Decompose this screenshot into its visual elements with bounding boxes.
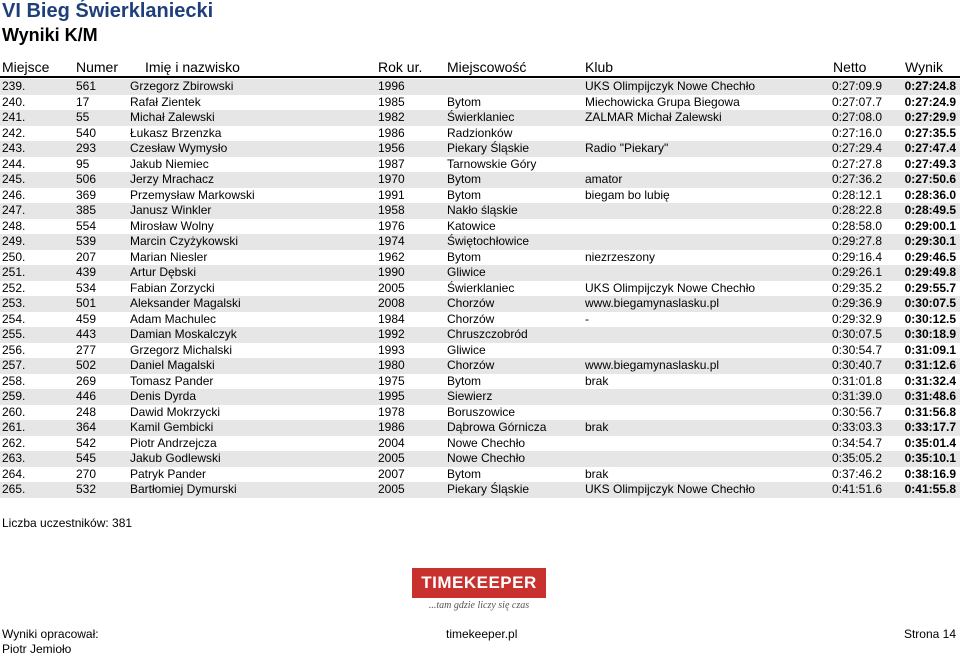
row-result: 0:27:24.8 (904, 79, 956, 93)
row-place: 263. (2, 451, 26, 465)
row-year: 1986 (378, 420, 405, 434)
row-place: 264. (2, 466, 26, 481)
table-row (0, 420, 960, 436)
row-city: Świerklaniec (447, 280, 515, 295)
table-header (0, 58, 960, 76)
column-header-name: Imię i nazwisko (145, 59, 240, 75)
row-year: 1970 (378, 172, 405, 186)
row-place: 244. (2, 156, 26, 171)
column-header-place: Miejsce (2, 59, 50, 75)
row-name: Łukasz Brzenzka (130, 125, 222, 140)
row-number: 561 (76, 79, 97, 93)
row-number: 502 (76, 358, 97, 372)
row-club: www.biegamynaslasku.pl (585, 296, 720, 310)
row-name: Czesław Wymysło (130, 141, 228, 155)
row-city: Bytom (447, 466, 482, 481)
row-city: Katowice (447, 218, 496, 233)
logo-text: TIMEKEEPER (421, 573, 537, 592)
row-netto: 0:29:36.9 (831, 296, 882, 310)
row-result: 0:27:50.6 (904, 172, 956, 186)
row-year: 1956 (378, 141, 405, 155)
row-year: 1980 (378, 358, 405, 372)
row-city: Chruszczobród (447, 327, 528, 341)
site-link[interactable]: timekeeper.pl (446, 627, 518, 641)
row-result: 0:31:09.1 (904, 342, 956, 357)
row-name: Daniel Magalski (130, 358, 215, 372)
row-netto: 0:28:12.1 (831, 187, 882, 202)
row-name: Rafał Zientek (130, 94, 201, 109)
row-number: 506 (76, 172, 97, 186)
row-name: Jerzy Mrachacz (130, 172, 215, 186)
row-result: 0:41:55.8 (904, 482, 956, 496)
row-number: 540 (76, 125, 97, 140)
row-year: 2007 (378, 466, 405, 481)
row-name: Jakub Godlewski (130, 451, 221, 465)
row-name: Michał Zalewski (130, 110, 215, 124)
row-number: 207 (76, 249, 97, 264)
row-club: biegam bo lubię (585, 187, 670, 202)
row-netto: 0:29:16.4 (831, 249, 882, 264)
table-row (0, 79, 960, 95)
table-row (0, 482, 960, 498)
results-table (0, 79, 960, 498)
row-year: 1984 (378, 311, 405, 326)
row-city: Bytom (447, 373, 482, 388)
prepared-by-label: Wyniki opracował: (2, 627, 99, 641)
row-year: 1987 (378, 156, 405, 171)
row-netto: 0:30:54.7 (831, 342, 882, 357)
row-place: 243. (2, 141, 26, 155)
header-divider (0, 76, 960, 78)
row-name: Denis Dyrda (130, 389, 197, 403)
row-city: Piekary Śląskie (447, 141, 530, 155)
row-place: 241. (2, 110, 26, 124)
row-place: 256. (2, 342, 26, 357)
row-club: UKS Olimpijczyk Nowe Chechło (585, 280, 756, 295)
row-year: 1990 (378, 265, 405, 279)
row-place: 246. (2, 187, 26, 202)
row-club: - (585, 311, 589, 326)
row-place: 253. (2, 296, 26, 310)
row-number: 545 (76, 451, 97, 465)
row-name: Fabian Zorzycki (130, 280, 215, 295)
row-name: Artur Dębski (130, 265, 197, 279)
row-place: 248. (2, 218, 26, 233)
row-number: 270 (76, 466, 97, 481)
row-netto: 0:27:29.4 (831, 141, 882, 155)
row-club: brak (585, 466, 609, 481)
row-number: 534 (76, 280, 97, 295)
row-year: 1991 (378, 187, 405, 202)
row-netto: 0:28:58.0 (831, 218, 882, 233)
row-year: 2005 (378, 280, 405, 295)
row-club: brak (585, 420, 609, 434)
table-row (0, 296, 960, 312)
row-year: 1974 (378, 234, 405, 248)
row-netto: 0:27:07.7 (831, 94, 882, 109)
table-row (0, 172, 960, 188)
column-header-result: Wynik (905, 59, 943, 75)
row-result: 0:35:01.4 (904, 435, 956, 450)
row-city: Dąbrowa Górnicza (447, 420, 547, 434)
row-result: 0:31:56.8 (904, 404, 956, 419)
row-place: 262. (2, 435, 26, 450)
row-year: 1992 (378, 327, 405, 341)
row-place: 257. (2, 358, 26, 372)
row-club: amator (585, 172, 623, 186)
row-year: 1975 (378, 373, 405, 388)
column-header-number: Numer (76, 59, 119, 75)
table-row (0, 110, 960, 126)
row-number: 269 (76, 373, 97, 388)
row-result: 0:29:46.5 (904, 249, 956, 264)
row-number: 293 (76, 141, 97, 155)
table-row (0, 250, 960, 266)
row-year: 2008 (378, 296, 405, 310)
row-result: 0:31:32.4 (904, 373, 956, 388)
row-name: Dawid Mokrzycki (130, 404, 221, 419)
row-place: 251. (2, 265, 26, 279)
row-number: 443 (76, 327, 97, 341)
table-row (0, 405, 960, 421)
row-netto: 0:31:39.0 (831, 389, 882, 403)
row-city: Gliwice (447, 342, 486, 357)
row-number: 385 (76, 203, 97, 217)
row-result: 0:27:49.3 (904, 156, 956, 171)
row-result: 0:27:24.9 (904, 94, 956, 109)
column-header-club: Klub (585, 59, 614, 75)
table-row (0, 234, 960, 250)
row-place: 258. (2, 373, 26, 388)
row-city: Radzionków (447, 125, 513, 140)
table-row (0, 188, 960, 204)
row-place: 247. (2, 203, 26, 217)
row-name: Adam Machulec (130, 311, 217, 326)
row-netto: 0:27:09.9 (831, 79, 882, 93)
table-row (0, 265, 960, 281)
row-year: 1976 (378, 218, 405, 233)
row-netto: 0:41:51.6 (831, 482, 882, 496)
logo-tagline: ...tam gdzie liczy się czas (428, 600, 530, 611)
row-result: 0:29:30.1 (904, 234, 956, 248)
row-result: 0:30:07.5 (904, 296, 956, 310)
row-name: Marcin Czyżykowski (130, 234, 239, 248)
row-club: ZALMAR Michał Zalewski (585, 110, 722, 124)
row-number: 248 (76, 404, 97, 419)
row-result: 0:31:48.6 (904, 389, 956, 403)
row-year: 2005 (378, 451, 405, 465)
row-number: 95 (76, 156, 90, 171)
row-club: UKS Olimpijczyk Nowe Chechło (585, 482, 756, 496)
row-club: Miechowicka Grupa Biegowa (585, 94, 740, 109)
table-row (0, 126, 960, 142)
row-year: 1962 (378, 249, 405, 264)
row-place: 260. (2, 404, 26, 419)
row-name: Grzegorz Michalski (130, 342, 233, 357)
row-city: Świętochłowice (447, 234, 530, 248)
row-netto: 0:34:54.7 (831, 435, 882, 450)
row-netto: 0:29:32.9 (831, 311, 882, 326)
table-row (0, 95, 960, 111)
page-title: VI Bieg Świerklaniecki (2, 0, 214, 22)
table-row (0, 389, 960, 405)
row-netto: 0:27:36.2 (831, 172, 882, 186)
row-name: Bartłomiej Dymurski (130, 482, 237, 496)
row-number: 539 (76, 234, 97, 248)
page-number: Strona 14 (903, 627, 956, 641)
row-city: Bytom (447, 187, 482, 202)
table-row (0, 451, 960, 467)
row-number: 17 (76, 94, 90, 109)
row-city: Bytom (447, 249, 482, 264)
row-place: 250. (2, 249, 26, 264)
row-number: 554 (76, 218, 97, 233)
row-number: 501 (76, 296, 97, 310)
row-club: UKS Olimpijczyk Nowe Chechło (585, 79, 756, 93)
row-place: 261. (2, 420, 26, 434)
row-name: Aleksander Magalski (130, 296, 241, 310)
row-netto: 0:27:16.0 (831, 125, 882, 140)
timekeeper-logo (412, 568, 546, 598)
row-netto: 0:30:40.7 (831, 358, 882, 372)
row-city: Chorzów (447, 296, 495, 310)
row-result: 0:29:00.1 (904, 218, 956, 233)
row-place: 265. (2, 482, 26, 496)
row-year: 2005 (378, 482, 405, 496)
row-netto: 0:30:56.7 (831, 404, 882, 419)
row-netto: 0:29:35.2 (831, 280, 882, 295)
row-number: 439 (76, 265, 97, 279)
row-netto: 0:29:27.8 (831, 234, 882, 248)
table-row (0, 141, 960, 157)
row-club: brak (585, 373, 609, 388)
row-year: 1986 (378, 125, 405, 140)
author-name: Piotr Jemioło (2, 642, 72, 656)
row-year: 1996 (378, 79, 405, 93)
row-number: 542 (76, 435, 97, 450)
row-city: Chorzów (447, 358, 495, 372)
row-year: 1982 (378, 110, 405, 124)
column-header-netto: Netto (833, 59, 867, 75)
row-name: Piotr Andrzejcza (130, 435, 217, 450)
row-result: 0:27:47.4 (904, 141, 956, 155)
column-header-city: Miejscowość (447, 59, 527, 75)
row-result: 0:29:49.8 (904, 265, 956, 279)
row-year: 2004 (378, 435, 405, 450)
row-result: 0:31:12.6 (904, 358, 956, 372)
row-name: Jakub Niemiec (130, 156, 209, 171)
row-club: www.biegamynaslasku.pl (585, 358, 720, 372)
row-number: 277 (76, 342, 97, 357)
row-netto: 0:33:03.3 (831, 420, 882, 434)
table-row (0, 358, 960, 374)
row-netto: 0:28:22.8 (831, 203, 882, 217)
row-city: Piekary Śląskie (447, 482, 530, 496)
table-row (0, 374, 960, 390)
table-row (0, 312, 960, 328)
row-result: 0:28:49.5 (904, 203, 956, 217)
row-netto: 0:31:01.8 (831, 373, 882, 388)
row-year: 1993 (378, 342, 405, 357)
table-row (0, 436, 960, 452)
row-result: 0:30:12.5 (904, 311, 956, 326)
row-result: 0:28:36.0 (904, 187, 956, 202)
row-year: 1995 (378, 389, 405, 403)
row-city: Gliwice (447, 265, 486, 279)
row-result: 0:33:17.7 (904, 420, 956, 434)
row-city: Nowe Chechło (447, 435, 526, 450)
row-number: 446 (76, 389, 97, 403)
row-result: 0:38:16.9 (904, 466, 956, 481)
row-netto: 0:37:46.2 (831, 466, 882, 481)
column-header-year: Rok ur. (378, 59, 423, 75)
row-place: 240. (2, 94, 26, 109)
row-year: 1978 (378, 404, 405, 419)
table-row (0, 343, 960, 359)
row-name: Przemysław Markowski (130, 187, 255, 202)
row-name: Grzegorz Zbirowski (130, 79, 234, 93)
row-place: 255. (2, 327, 26, 341)
table-row (0, 327, 960, 343)
row-place: 252. (2, 280, 26, 295)
row-city: Tarnowskie Góry (447, 156, 537, 171)
row-number: 364 (76, 420, 97, 434)
row-number: 55 (76, 110, 90, 124)
row-year: 1958 (378, 203, 405, 217)
row-place: 249. (2, 234, 26, 248)
table-row (0, 203, 960, 219)
row-name: Patryk Pander (130, 466, 207, 481)
row-city: Świerklaniec (447, 110, 515, 124)
table-row (0, 467, 960, 483)
row-name: Tomasz Pander (130, 373, 214, 388)
row-number: 369 (76, 187, 97, 202)
row-city: Siewierz (447, 389, 493, 403)
row-result: 0:29:55.7 (904, 280, 956, 295)
row-place: 242. (2, 125, 26, 140)
row-place: 254. (2, 311, 26, 326)
page-subtitle: Wyniki K/M (2, 25, 98, 45)
row-result: 0:30:18.9 (904, 327, 956, 341)
row-name: Kamil Gembicki (130, 420, 214, 434)
row-netto: 0:27:27.8 (831, 156, 882, 171)
row-year: 1985 (378, 94, 405, 109)
row-number: 459 (76, 311, 97, 326)
row-name: Mirosław Wolny (130, 218, 214, 233)
row-number: 532 (76, 482, 97, 496)
row-name: Janusz Winkler (130, 203, 212, 217)
row-name: Damian Moskalczyk (130, 327, 237, 341)
row-city: Chorzów (447, 311, 495, 326)
row-result: 0:35:10.1 (904, 451, 956, 465)
row-result: 0:27:29.9 (904, 110, 956, 124)
row-place: 259. (2, 389, 26, 403)
row-city: Nowe Chechło (447, 451, 526, 465)
table-row (0, 219, 960, 235)
row-club: niezrzeszony (585, 249, 656, 264)
participant-count: Liczba uczestników: 381 (2, 516, 133, 530)
table-row (0, 281, 960, 297)
row-netto: 0:29:26.1 (831, 265, 882, 279)
table-row (0, 157, 960, 173)
row-netto: 0:30:07.5 (831, 327, 882, 341)
row-club: Radio "Piekary" (585, 141, 669, 155)
row-netto: 0:27:08.0 (831, 110, 882, 124)
row-city: Boruszowice (447, 404, 516, 419)
row-name: Marian Niesler (130, 249, 208, 264)
row-place: 239. (2, 79, 26, 93)
row-place: 245. (2, 172, 26, 186)
row-city: Bytom (447, 172, 482, 186)
row-netto: 0:35:05.2 (831, 451, 882, 465)
row-result: 0:27:35.5 (904, 125, 956, 140)
row-city: Nakło śląskie (447, 203, 518, 217)
row-city: Bytom (447, 94, 482, 109)
